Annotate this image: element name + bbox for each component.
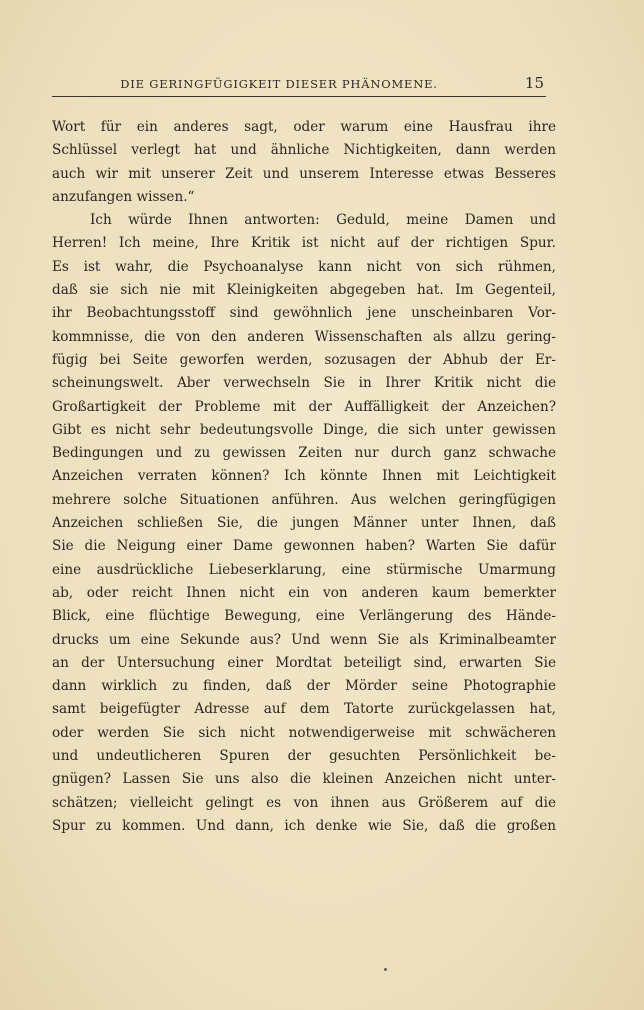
running-title: DIE GERINGFÜGIGKEIT DIESER PHÄNOMENE. — [120, 77, 438, 91]
running-header — [52, 74, 546, 97]
text-line: kommnisse, die von den anderen Wissenschaften als allzu gering- — [52, 328, 556, 345]
text-line: daß sie sich nie mit Kleinigkeiten abgegeben hat. Im Gegenteil, — [52, 282, 556, 299]
text-line: samt beigefügter Adresse auf dem Tatorte zurückgelassen hat, — [52, 701, 556, 718]
text-line: Schlüssel verlegt hat und ähnliche Nichtigkeiten, dann werden — [52, 142, 556, 159]
text-line: anzufangen wissen.“ — [52, 188, 195, 205]
printing-speck — [384, 968, 387, 971]
text-line: Wort für ein anderes sagt, oder warum eine Hausfrau ihre — [52, 119, 556, 135]
text-line: Es ist wahr, die Psychoanalyse kann nicht von sich rühmen, — [52, 258, 556, 275]
text-line: Anzeichen schließen Sie, die jungen Männer unter Ihnen, daß — [52, 515, 556, 532]
text-line: ab, oder reicht Ihnen nicht ein von anderen kaum bemerkter — [52, 584, 556, 601]
text-line: fügig bei Seite geworfen werden, sozusagen der Abhub der Er- — [52, 351, 556, 368]
text-line: Großartigkeit der Probleme mit der Auffälligkeit der Anzeichen? — [52, 398, 556, 415]
text-line: an der Untersuchung einer Mordtat beteiligt sind, erwarten Sie — [52, 654, 556, 671]
text-line: Blick, eine flüchtige Bewegung, eine Verlängerung des Hände- — [52, 608, 556, 625]
text-line: drucks um eine Sekunde aus? Und wenn Sie als Kriminalbeamter — [52, 631, 556, 648]
text-line: Spur zu kommen. Und dann, ich denke wie Sie, daß die großen — [52, 817, 556, 834]
text-line: schätzen; vielleicht gelingt es von ihnen aus Größerem auf die — [52, 794, 556, 811]
body-text — [52, 116, 556, 838]
text-line: mehrere solche Situationen anführen. Aus welchen geringfügigen — [52, 491, 556, 508]
text-line: ihr Beobachtungsstoff sind gewöhnlich jene unscheinbaren Vor- — [52, 305, 556, 322]
text-line: Sie die Neigung einer Dame gewonnen haben? Warten Sie dafür — [52, 538, 556, 555]
page-number: 15 — [524, 74, 544, 92]
text-line: oder werden Sie sich nicht notwendigerweise mit schwächeren — [52, 724, 556, 741]
text-line: Herren! Ich meine, Ihre Kritik ist nicht auf der richtigen Spur. — [52, 235, 556, 252]
text-line: Bedingungen und zu gewissen Zeiten nur durch ganz schwache — [52, 445, 556, 462]
text-line: eine ausdrückliche Liebeserklarung, eine stürmische Umarmung — [52, 561, 556, 578]
text-line: Anzeichen verraten können? Ich könnte Ihnen mit Leichtigkeit — [52, 468, 556, 485]
text-line: dann wirklich zu finden, daß der Mörder seine Photographie — [52, 678, 556, 695]
text-line: auch wir mit unserer Zeit und unserem Interesse etwas Besseres — [52, 165, 556, 182]
text-line: scheinungswelt. Aber verwechseln Sie in Ihrer Kritik nicht die — [52, 375, 556, 392]
text-line: und undeutlicheren Spuren der gesuchten Persönlichkeit be- — [52, 748, 556, 765]
text-line: Gibt es nicht sehr bedeutungsvolle Dinge, die sich unter gewissen — [52, 421, 556, 438]
text-line: gnügen? Lassen Sie uns also die kleinen Anzeichen nicht unter- — [52, 771, 556, 788]
text-line: Ich würde Ihnen antworten: Geduld, meine Damen und — [90, 212, 556, 229]
